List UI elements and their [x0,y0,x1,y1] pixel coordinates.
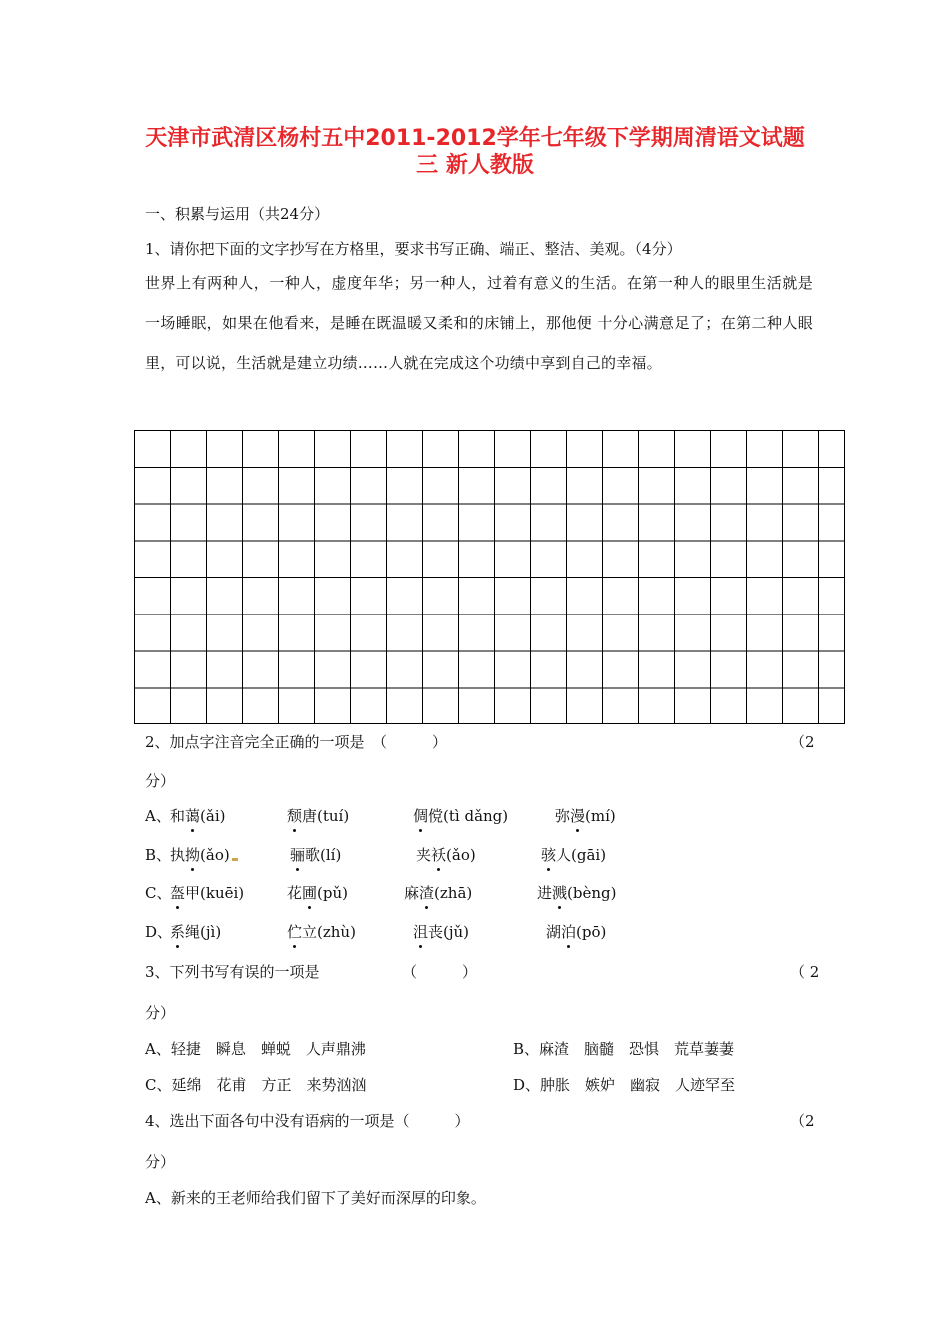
title-line-1: 天津市武清区杨村五中2011-2012学年七年级下学期周清语文试题 [145,126,805,151]
q2-option-b-item3[interactable]: 夹袄(ǎo) [416,846,476,864]
q2-prompt: 2、加点字注音完全正确的一项是 （ ） [145,733,448,751]
q4-prompt: 4、选出下面各句中没有语病的一项是（ ） [145,1112,470,1130]
q2-option-d-item4[interactable]: 湖泊(pō) [546,923,607,941]
q4-option-a[interactable]: A、新来的王老师给我们留下了美好而深厚的印象。 [145,1189,486,1207]
q3-score: （ 2 [790,963,820,981]
q2-option-a-item2[interactable]: 颓唐(tuí) [287,807,350,825]
q2-option-c-item3[interactable]: 麻渣(zhā) [404,884,473,902]
q1-passage: 世界上有两种人，一种人，虚度年华；另一种人，过着有意义的生活。在第一种人的眼里生活就是一场睡眠，如果在他看来，是睡在既温暖又柔和的床铺上，那他便 十分心满意足了；在第二种人眼里，可以说，生活就是建立功绩……人就在完成这个功绩中享到自己的幸福。 [145,274,813,372]
q2-option-a-item4[interactable]: 弥漫(mí) [555,807,616,825]
q4-score: （2 [790,1112,815,1130]
q2-option-c-item1[interactable]: 盔甲(kuēi) [170,884,245,902]
q2-option-c-item2[interactable]: 花圃(pǔ) [287,884,348,902]
q2-option-c-item4[interactable]: 进溅(bèng) [537,884,617,902]
q3-option-d[interactable]: D、肿胀 嫉妒 幽寂 人迹罕至 [513,1076,736,1094]
q2-option-b-label: B、 [145,846,172,864]
q4-score-tail: 分） [145,1153,176,1171]
q3-option-c[interactable]: C、延绵 花甫 方正 来势汹汹 [145,1076,367,1094]
q2-option-d-item2[interactable]: 伫立(zhù) [287,923,356,941]
q3-prompt: 3、下列书写有误的一项是 （ ） [145,963,478,981]
writing-grid[interactable] [134,430,845,724]
q2-option-a-label: A、 [145,807,171,825]
q3-option-a[interactable]: A、轻捷 瞬息 蝉蜕 人声鼎沸 [145,1040,366,1058]
q1-prompt: 1、请你把下面的文字抄写在方格里，要求书写正确、端正、整洁、美观。（4分） [145,240,682,258]
q2-option-d-item3[interactable]: 沮丧(jǔ) [413,923,470,941]
q2-option-a-item3[interactable]: 倜傥(tì dǎng) [413,807,509,825]
q3-score-tail: 分） [145,1004,176,1022]
section-heading: 一、积累与运用（共24分） [145,205,330,223]
q2-option-d-label: D、 [145,923,173,941]
q2-option-d-item1[interactable]: 系绳(jì) [170,923,222,941]
highlight-mark [232,858,238,861]
title-line-2: 三 新人教版 [416,153,534,178]
q2-option-b-item4[interactable]: 骇人(gāi) [541,846,607,864]
q2-option-b-item1[interactable]: 执拗(ǎo) [170,844,238,865]
q2-score-tail: 分） [145,772,176,790]
q2-score: （2 [790,733,815,751]
q3-option-b[interactable]: B、麻渣 脑髓 恐惧 荒草萋萋 [513,1040,735,1058]
q2-option-b-item2[interactable]: 骊歌(lí) [290,846,342,864]
q2-option-c-label: C、 [145,884,172,902]
q2-option-a-item1[interactable]: 和蔼(ǎi) [170,807,226,825]
